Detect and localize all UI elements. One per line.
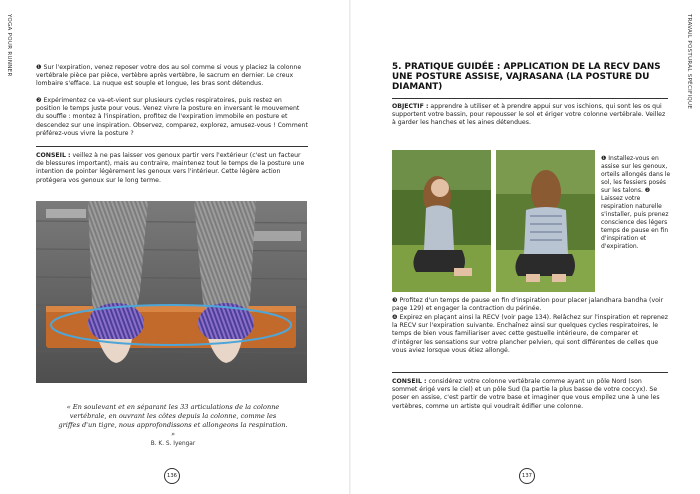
- title-divider: [392, 98, 668, 99]
- left-paragraph-1: ❶ Sur l'expiration, venez reposer votre dos au sol comme si vous y placiez la colonne vertébrale pièce par pièce, vertèbre après vertèbre, le sacrum en dernier. Le creux lombaire s'efface. La nuque est souple et longue, les bras sont détendus.: [36, 64, 302, 88]
- vajrasana-back-view: [496, 150, 595, 292]
- left-page-number: 136: [164, 468, 180, 484]
- quote-author: B. K. S. Iyengar: [150, 441, 196, 447]
- right-side-tab: TRAVAIL POSTURAL SPÉCIFIQUE: [686, 14, 692, 110]
- right-paragraph-4: ❹ Expirez en plaçant ainsi la RECV (voir page 134). Relâchez sur l'inspiration et reprenez la RECV sur l'expiration suivante. Enchaînez ainsi sur quelques cycles respiratoires, le temps de bien vous familiariser avec cette gestuelle intérieure, de comparer et d'intégrer les sensations sur votre plancher pelvien, qui sont différentes de celles que vous aviez lorsque vous étiez allongé.: [392, 314, 668, 354]
- vajrasana-side-view: [392, 150, 491, 292]
- right-divider: [392, 372, 668, 373]
- seated-back-photo: [496, 150, 595, 292]
- right-conseil: [392, 378, 668, 411]
- right-paragraph-3: ❸ Profitez d'un temps de pause en fin d'inspiration pour placer jalandhara bandha (voir page 129) et engager la contraction du périnée.: [392, 297, 664, 313]
- iyengar-quote: « En soulevant et en séparant les 33 articulations de la colonne vertébrale, en ouvrant les côtes depuis la colonne, comme les griffes d'un tigre, nous approfondissons et allongeons la respiration. »: [58, 403, 288, 438]
- left-divider: [36, 146, 308, 147]
- right-conseil-label: CONSEIL :: [392, 378, 427, 385]
- right-conseil-text: considérez votre colonne vertébrale comme ayant un pôle Nord (son sommet érigé vers le ciel) et un pôle Sud (la partie la plus basse de votre coccyx). Se poser en assise, c'est partir de votre base et imaginer que vous empilez une à une les vertèbres, comme un artiste qui voudrait édifier une colonne.: [392, 378, 660, 410]
- left-side-tab: YOGA POUR RUNNER: [6, 14, 12, 77]
- book-gutter: [349, 0, 351, 494]
- objectif-label: OBJECTIF :: [392, 103, 429, 110]
- left-paragraph-2: ❷ Expérimentez ce va-et-vient sur plusieurs cycles respiratoires, puis restez en position le temps juste pour vous. Venez vivre la posture en inversant le mouvement du souffle : montez à l'inspiration, profitez de l'expiration immobile en posture et descendez sur une inspiration. Observez, comparez, explorez, amusez-vous ! Comment préférez-vous vivre la posture ?: [36, 97, 308, 137]
- left-conseil: [36, 152, 308, 185]
- kneeling-legs-illustration: [36, 201, 307, 383]
- right-page-number: 137: [519, 468, 535, 484]
- kneeling-legs-photo: [36, 201, 307, 383]
- section-title: 5. PRATIQUE GUIDÉE : APPLICATION DE LA RECV DANS UNE POSTURE ASSISE, VAJRASANA (LA POSTURE DU DIAMANT): [392, 62, 661, 92]
- objectif-paragraph: [392, 103, 668, 128]
- posture-caption: ❶ Installez-vous en assise sur les genoux, orteils allongés dans le sol, les fessiers posés sur les talons. ❷ Laissez votre respiration naturelle s'installer, puis prenez conscience des légers temps de pause en fin d'inspiration et d'expiration.: [601, 155, 671, 250]
- left-conseil-label: CONSEIL :: [36, 152, 71, 159]
- left-conseil-text: veillez à ne pas laisser vos genoux partir vers l'extérieur (c'est un facteur de blessures important), mais au contraire, maintenez tout le temps de la posture une intention de pointer légèrement les genoux vers l'intérieur. Cette légère action protégera vos genoux sur le long terme.: [36, 152, 305, 184]
- seated-side-photo: [392, 150, 491, 292]
- objectif-text: apprendre à utiliser et à prendre appui sur vos ischions, qui sont les os qui supportent votre bassin, pour repousser le sol et ériger votre colonne vertébrale. Veillez à garder les hanches et les aines détendues.: [392, 103, 666, 127]
